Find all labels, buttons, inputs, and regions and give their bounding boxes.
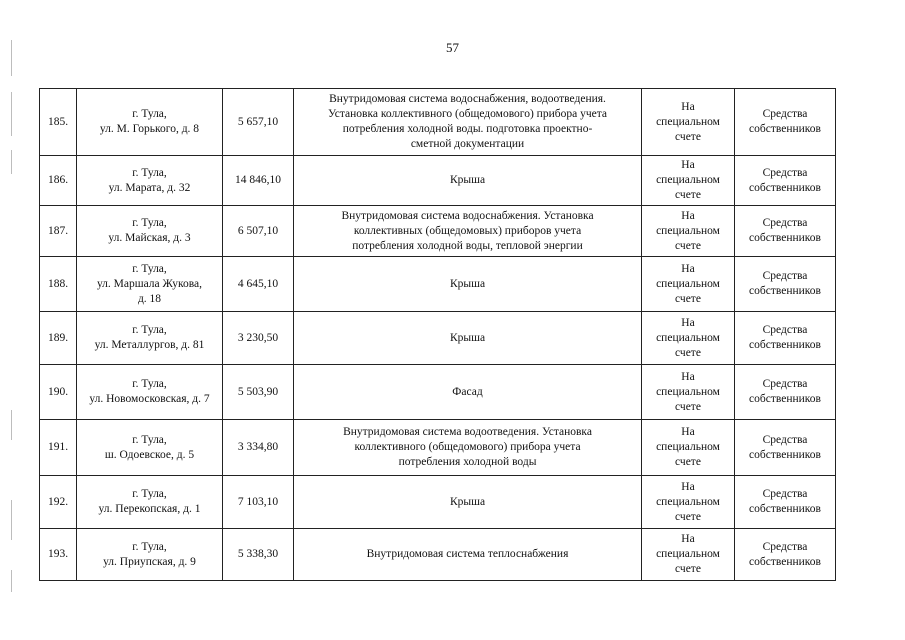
work-description-line: Крыша xyxy=(449,495,486,508)
address-cell xyxy=(77,156,223,206)
account-type-cell xyxy=(642,156,735,206)
scan-margin-marks xyxy=(11,30,14,610)
account-type-cell xyxy=(642,529,735,581)
account-type-line: счете xyxy=(675,189,701,201)
funding-source-line: Средства xyxy=(762,166,808,179)
account-type-line: счете xyxy=(675,239,701,252)
address-street: ул. Марата, д. 32 xyxy=(108,181,191,194)
work-description-line: потребления холодной воды. подготовка проектно- xyxy=(342,123,593,135)
address-street: ул. Перекопская, д. 1 xyxy=(98,503,201,515)
account-type-line: На xyxy=(681,262,695,275)
funding-source-line: Средства xyxy=(762,270,808,282)
row-number: 188. xyxy=(40,257,77,312)
account-type-line: специальном xyxy=(656,277,720,290)
funding-source-line: собственников xyxy=(749,339,821,351)
row-number: 185. xyxy=(40,89,77,156)
address-street: ул. М. Горького, д. 8 xyxy=(99,123,200,135)
table-row xyxy=(40,365,836,420)
table-row xyxy=(40,156,836,206)
row-number: 191. xyxy=(40,420,77,476)
address-city: г. Тула, xyxy=(132,108,167,120)
account-type-line: счете xyxy=(675,400,701,413)
address-street: ул. Новомосковская, д. 7 xyxy=(89,393,210,405)
funding-source-cell xyxy=(735,420,836,476)
table-row xyxy=(40,257,836,312)
cost-cell: 3 230,50 xyxy=(223,312,294,365)
cost-cell: 5 503,90 xyxy=(223,365,294,420)
work-description-line: Установка коллективного (общедомового) прибора учета xyxy=(328,108,607,120)
funding-source-line: собственников xyxy=(749,181,821,194)
address-street: ул. Майская, д. 3 xyxy=(108,232,191,244)
funding-source-line: собственников xyxy=(749,555,821,568)
account-type-line: На xyxy=(681,316,695,329)
table-row xyxy=(40,89,836,156)
row-number: 189. xyxy=(40,312,77,365)
account-type-line: счете xyxy=(675,563,701,575)
account-type-line: счете xyxy=(675,292,701,305)
address-city: г. Тула, xyxy=(132,166,167,179)
address-cell xyxy=(77,420,223,476)
account-type-cell xyxy=(642,206,735,257)
account-type-line: На xyxy=(681,370,695,383)
work-description-line: Крыша xyxy=(449,277,486,290)
work-description-line: Крыша xyxy=(449,174,486,186)
table-row xyxy=(40,476,836,529)
account-type-line: счете xyxy=(675,346,701,359)
account-type-line: специальном xyxy=(656,548,720,560)
work-description-line: коллективных (общедомовых) приборов учета xyxy=(353,224,582,237)
funding-source-line: Средства xyxy=(762,488,808,500)
account-type-cell xyxy=(642,89,735,156)
address-city: г. Тула, xyxy=(132,217,167,229)
account-type-line: специальном xyxy=(656,385,720,398)
row-number: 186. xyxy=(40,156,77,206)
work-description-cell xyxy=(294,206,642,257)
funding-source-line: собственников xyxy=(749,232,821,244)
account-type-line: специальном xyxy=(656,441,720,453)
address-cell xyxy=(77,312,223,365)
address-house: д. 18 xyxy=(137,292,162,305)
page-number: 57 xyxy=(446,40,459,55)
account-type-line: счете xyxy=(675,130,701,143)
row-number: 190. xyxy=(40,365,77,420)
account-type-line: специальном xyxy=(656,174,720,186)
table-row xyxy=(40,420,836,476)
account-type-line: специальном xyxy=(656,115,720,128)
account-type-line: На xyxy=(681,480,695,493)
work-description-line: Внутридомовая система теплоснабжения xyxy=(366,548,569,560)
work-description-cell xyxy=(294,529,642,581)
account-type-line: специальном xyxy=(656,331,720,344)
funding-source-cell xyxy=(735,312,836,365)
funding-source-line: Средства xyxy=(762,324,808,336)
account-type-line: счете xyxy=(675,510,701,523)
account-type-line: счете xyxy=(675,456,701,468)
work-description-cell xyxy=(294,156,642,206)
cost-cell: 5 338,30 xyxy=(223,529,294,581)
work-description-line: Внутридомовая система водоотведения. Установка xyxy=(343,426,592,438)
account-type-line: На xyxy=(681,209,695,222)
funding-source-line: Средства xyxy=(762,540,808,553)
work-description-cell xyxy=(294,312,642,365)
funding-source-line: собственников xyxy=(749,503,821,515)
funding-source-line: собственников xyxy=(749,123,821,135)
work-description-line: потребления холодной воды xyxy=(398,456,537,468)
account-type-cell xyxy=(642,476,735,529)
address-cell xyxy=(77,257,223,312)
table-row xyxy=(40,312,836,365)
account-type-cell xyxy=(642,420,735,476)
address-street: ул. Металлургов, д. 81 xyxy=(94,339,205,351)
address-cell xyxy=(77,529,223,581)
address-city: г. Тула, xyxy=(132,540,167,553)
work-description-cell xyxy=(294,257,642,312)
account-type-line: На xyxy=(681,533,695,545)
address-city: г. Тула, xyxy=(132,378,167,390)
work-description-cell xyxy=(294,89,642,156)
address-cell xyxy=(77,476,223,529)
work-description-line: Внутридомовая система водоснабжения, водоотведения. xyxy=(329,93,606,105)
account-type-line: На xyxy=(681,426,695,438)
table-row xyxy=(40,529,836,581)
address-city: г. Тула, xyxy=(132,433,167,446)
work-description-line: Фасад xyxy=(452,385,483,398)
funding-source-line: Средства xyxy=(762,217,808,229)
work-description-line: Крыша xyxy=(449,331,486,344)
row-number: 187. xyxy=(40,206,77,257)
funding-source-line: Средства xyxy=(762,108,808,120)
work-description-line: коллективного (общедомового) прибора учета xyxy=(354,441,581,453)
work-description-cell xyxy=(294,476,642,529)
funding-source-cell xyxy=(735,257,836,312)
address-cell xyxy=(77,365,223,420)
funding-source-cell xyxy=(735,476,836,529)
cost-cell: 3 334,80 xyxy=(223,420,294,476)
account-type-line: На xyxy=(681,100,695,113)
funding-source-line: собственников xyxy=(749,448,821,461)
row-number: 192. xyxy=(40,476,77,529)
funding-source-line: собственников xyxy=(749,285,821,297)
repair-register-table xyxy=(39,88,836,581)
address-city: г. Тула, xyxy=(132,324,167,336)
address-city: г. Тула, xyxy=(132,262,167,275)
address-cell xyxy=(77,89,223,156)
funding-source-line: Средства xyxy=(762,433,808,446)
address-street: ул. Маршала Жукова, xyxy=(96,277,203,290)
account-type-cell xyxy=(642,257,735,312)
funding-source-line: собственников xyxy=(749,393,821,405)
work-description-line: Внутридомовая система водоснабжения. Установка xyxy=(341,209,594,222)
cost-cell: 14 846,10 xyxy=(223,156,294,206)
funding-source-cell xyxy=(735,156,836,206)
work-description-cell xyxy=(294,365,642,420)
funding-source-cell xyxy=(735,206,836,257)
row-number: 193. xyxy=(40,529,77,581)
cost-cell: 4 645,10 xyxy=(223,257,294,312)
account-type-line: специальном xyxy=(656,495,720,508)
address-cell xyxy=(77,206,223,257)
funding-source-cell xyxy=(735,529,836,581)
funding-source-cell xyxy=(735,89,836,156)
work-description-line: сметной документации xyxy=(410,138,525,150)
cost-cell: 5 657,10 xyxy=(223,89,294,156)
account-type-line: На xyxy=(681,159,695,171)
address-street: ул. Приупская, д. 9 xyxy=(103,555,196,568)
funding-source-line: Средства xyxy=(762,378,808,390)
work-description-cell xyxy=(294,420,642,476)
address-street: ш. Одоевское, д. 5 xyxy=(104,448,195,461)
funding-source-cell xyxy=(735,365,836,420)
cost-cell: 6 507,10 xyxy=(223,206,294,257)
cost-cell: 7 103,10 xyxy=(223,476,294,529)
address-city: г. Тула, xyxy=(132,488,167,500)
account-type-line: специальном xyxy=(656,224,720,237)
table-row xyxy=(40,206,836,257)
work-description-line: потребления холодной воды, тепловой энергии xyxy=(352,239,583,252)
account-type-cell xyxy=(642,312,735,365)
account-type-cell xyxy=(642,365,735,420)
